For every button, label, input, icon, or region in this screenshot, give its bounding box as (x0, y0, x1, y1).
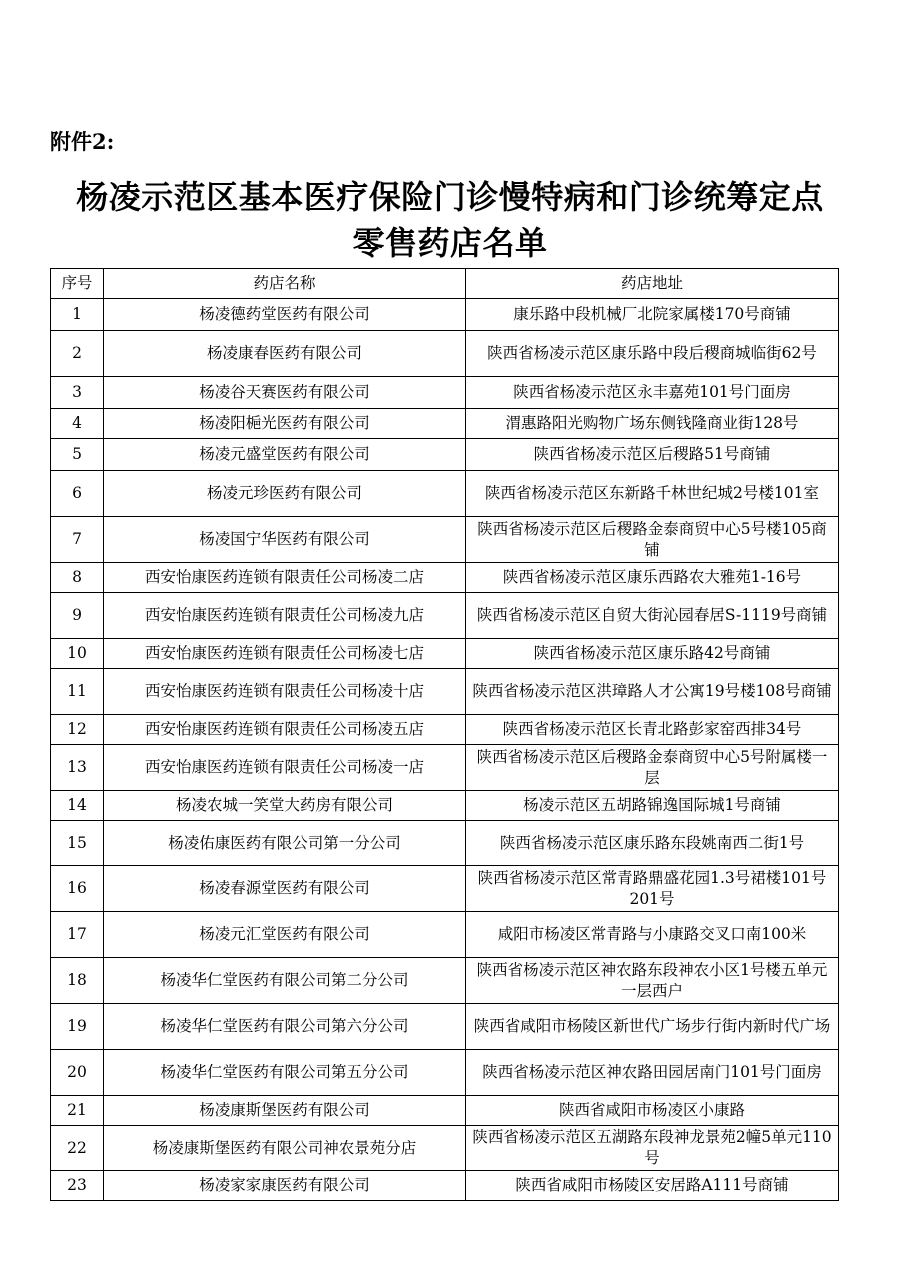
pharmacy-name: 杨凌农城一笑堂大药房有限公司 (104, 791, 466, 821)
pharmacy-name: 杨凌华仁堂医药有限公司第六分公司 (104, 1004, 466, 1050)
row-number: 15 (51, 821, 104, 866)
table-row (51, 331, 839, 377)
row-number: 19 (51, 1004, 104, 1050)
table-row (51, 1126, 839, 1171)
pharmacy-table (50, 268, 839, 1201)
header-number: 序号 (51, 269, 104, 299)
row-number: 8 (51, 563, 104, 593)
pharmacy-address: 陕西省杨凌示范区康乐路中段后稷商城临街62号 (466, 331, 839, 377)
pharmacy-address: 陕西省杨凌示范区长青北路彭家窑西排34号 (466, 715, 839, 745)
row-number: 16 (51, 866, 104, 912)
document-title-line-1: 杨凌示范区基本医疗保险门诊慢特病和门诊统筹定点 (76, 178, 824, 216)
header-pharmacy-name: 药店名称 (104, 269, 466, 299)
table-row (51, 791, 839, 821)
pharmacy-name: 杨凌佑康医药有限公司第一分公司 (104, 821, 466, 866)
pharmacy-address: 陕西省杨凌示范区后稷路金泰商贸中心5号楼105商铺 (466, 517, 839, 563)
table-body (51, 299, 839, 1201)
pharmacy-name: 西安怡康医药连锁有限责任公司杨凌七店 (104, 639, 466, 669)
pharmacy-address: 陕西省杨凌示范区康乐西路农大雅苑1-16号 (466, 563, 839, 593)
row-number: 17 (51, 912, 104, 958)
row-number: 1 (51, 299, 104, 331)
pharmacy-name: 杨凌康斯堡医药有限公司神农景苑分店 (104, 1126, 466, 1171)
pharmacy-address: 陕西省杨凌示范区后稷路51号商铺 (466, 439, 839, 471)
table-row (51, 912, 839, 958)
pharmacy-address: 陕西省杨凌示范区康乐路42号商铺 (466, 639, 839, 669)
pharmacy-name: 西安怡康医药连锁有限责任公司杨凌十店 (104, 669, 466, 715)
pharmacy-address: 康乐路中段机械厂北院家属楼170号商铺 (466, 299, 839, 331)
table-row (51, 639, 839, 669)
pharmacy-address: 陕西省杨凌示范区东新路千林世纪城2号楼101室 (466, 471, 839, 517)
pharmacy-address: 陕西省杨凌示范区后稷路金泰商贸中心5号附属楼一层 (466, 745, 839, 791)
pharmacy-address: 陕西省杨凌示范区康乐路东段姚南西二街1号 (466, 821, 839, 866)
table-row (51, 715, 839, 745)
pharmacy-address: 渭惠路阳光购物广场东侧钱隆商业街128号 (466, 409, 839, 439)
table-row (51, 669, 839, 715)
pharmacy-name: 杨凌康春医药有限公司 (104, 331, 466, 377)
row-number: 9 (51, 593, 104, 639)
pharmacy-name: 杨凌家家康医药有限公司 (104, 1171, 466, 1201)
pharmacy-name: 杨凌元汇堂医药有限公司 (104, 912, 466, 958)
pharmacy-address: 陕西省咸阳市杨凌区小康路 (466, 1096, 839, 1126)
row-number: 14 (51, 791, 104, 821)
pharmacy-name: 杨凌华仁堂医药有限公司第五分公司 (104, 1050, 466, 1096)
table-row (51, 409, 839, 439)
table-row (51, 299, 839, 331)
table-row (51, 517, 839, 563)
pharmacy-address: 陕西省杨凌示范区五湖路东段神龙景苑2幢5单元110号 (466, 1126, 839, 1171)
row-number: 21 (51, 1096, 104, 1126)
pharmacy-name: 杨凌康斯堡医药有限公司 (104, 1096, 466, 1126)
table-row (51, 1171, 839, 1201)
row-number: 11 (51, 669, 104, 715)
pharmacy-name: 杨凌元盛堂医药有限公司 (104, 439, 466, 471)
pharmacy-name: 西安怡康医药连锁有限责任公司杨凌九店 (104, 593, 466, 639)
pharmacy-address: 陕西省杨凌示范区自贸大街沁园春居S-1119号商铺 (466, 593, 839, 639)
pharmacy-address: 陕西省咸阳市杨陵区新世代广场步行街内新时代广场 (466, 1004, 839, 1050)
row-number: 5 (51, 439, 104, 471)
table-row (51, 1096, 839, 1126)
pharmacy-name: 西安怡康医药连锁有限责任公司杨凌一店 (104, 745, 466, 791)
row-number: 2 (51, 331, 104, 377)
row-number: 6 (51, 471, 104, 517)
pharmacy-address: 陕西省杨凌示范区洪璋路人才公寓19号楼108号商铺 (466, 669, 839, 715)
table-row (51, 1050, 839, 1096)
table-row (51, 958, 839, 1004)
attachment-label: 附件2: (50, 129, 115, 154)
pharmacy-address: 陕西省杨凌示范区神农路东段神农小区1号楼五单元一层西户 (466, 958, 839, 1004)
pharmacy-name: 杨凌元珍医药有限公司 (104, 471, 466, 517)
pharmacy-address: 杨凌示范区五胡路锦逸国际城1号商铺 (466, 791, 839, 821)
pharmacy-name: 杨凌阳梔光医药有限公司 (104, 409, 466, 439)
pharmacy-name: 西安怡康医药连锁有限责任公司杨凌五店 (104, 715, 466, 745)
row-number: 22 (51, 1126, 104, 1171)
row-number: 18 (51, 958, 104, 1004)
row-number: 4 (51, 409, 104, 439)
table-row (51, 471, 839, 517)
pharmacy-address: 咸阳市杨凌区常青路与小康路交叉口南100米 (466, 912, 839, 958)
table-row (51, 377, 839, 409)
table-row (51, 821, 839, 866)
row-number: 20 (51, 1050, 104, 1096)
pharmacy-name: 西安怡康医药连锁有限责任公司杨凌二店 (104, 563, 466, 593)
pharmacy-name: 杨凌春源堂医药有限公司 (104, 866, 466, 912)
pharmacy-name: 杨凌谷天赛医药有限公司 (104, 377, 466, 409)
row-number: 10 (51, 639, 104, 669)
row-number: 23 (51, 1171, 104, 1201)
row-number: 12 (51, 715, 104, 745)
document-title-line-2: 零售药店名单 (352, 224, 548, 262)
pharmacy-address: 陕西省杨凌示范区常青路鼎盛花园1.3号裙楼101号201号 (466, 866, 839, 912)
table-header-row (51, 269, 839, 299)
table-row (51, 745, 839, 791)
pharmacy-address: 陕西省杨凌示范区永丰嘉苑101号门面房 (466, 377, 839, 409)
row-number: 7 (51, 517, 104, 563)
table-row (51, 563, 839, 593)
table-row (51, 593, 839, 639)
row-number: 13 (51, 745, 104, 791)
pharmacy-address: 陕西省咸阳市杨陵区安居路A111号商铺 (466, 1171, 839, 1201)
table-row (51, 866, 839, 912)
pharmacy-address: 陕西省杨凌示范区神农路田园居南门101号门面房 (466, 1050, 839, 1096)
pharmacy-name: 杨凌国宁华医药有限公司 (104, 517, 466, 563)
pharmacy-name: 杨凌德药堂医药有限公司 (104, 299, 466, 331)
row-number: 3 (51, 377, 104, 409)
pharmacy-name: 杨凌华仁堂医药有限公司第二分公司 (104, 958, 466, 1004)
header-pharmacy-address: 药店地址 (466, 269, 839, 299)
table-row (51, 439, 839, 471)
table-row (51, 1004, 839, 1050)
